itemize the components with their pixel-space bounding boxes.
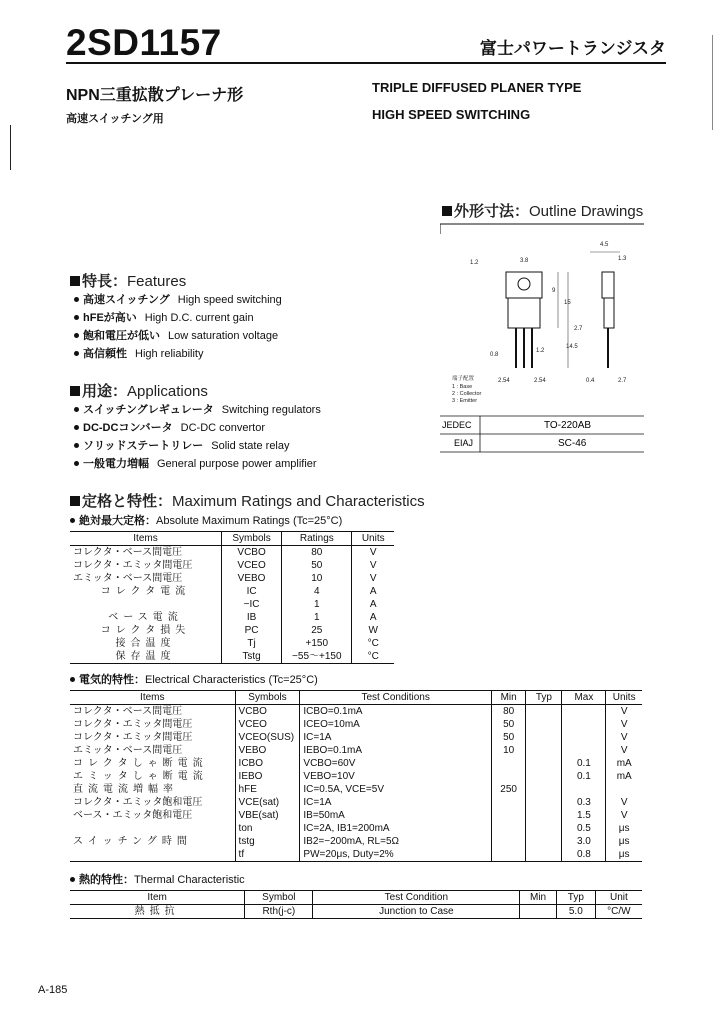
pin-title: 端子配置 xyxy=(452,376,475,382)
pin-label: 1 : Base xyxy=(452,384,473,390)
table-row: 直流電流増幅率 hFE IC=0.5A, VCE=5V 250 xyxy=(70,783,642,796)
dim-label: 1.2 xyxy=(536,348,545,354)
thermal-table xyxy=(70,890,642,919)
electrical-table xyxy=(70,690,642,862)
page-number: A-185 xyxy=(38,984,68,996)
column-header: Units xyxy=(606,691,642,705)
column-header: Symbol xyxy=(245,891,313,905)
table-header-row xyxy=(70,691,642,705)
list-item: DC-DCコンバータ DC-DC convertor xyxy=(74,419,321,437)
bullet-icon xyxy=(74,425,79,430)
bullet-icon xyxy=(70,677,75,682)
dim-label: 2.54 xyxy=(498,378,510,384)
bullet-icon xyxy=(74,351,79,356)
subtitle-jp2: 高速スイッチング用 xyxy=(66,113,164,125)
dim-label: 9 xyxy=(552,288,556,294)
table-row: ton IC=2A, IB1=200mA 0.5 μs xyxy=(70,822,642,835)
table-row: エミッタしゃ断電流 IEBO VEBO=10V 0.1 mA xyxy=(70,770,642,783)
dim-label: 1.3 xyxy=(618,256,627,262)
dim-label: 15 xyxy=(564,300,571,306)
list-item: 飽和電圧が低い Low saturation voltage xyxy=(74,327,282,345)
table-row: ベース電流 IB 1 A xyxy=(70,611,394,624)
bullet-icon xyxy=(74,461,79,466)
list-item: hFEが高い High D.C. current gain xyxy=(74,309,282,327)
table-row: コレクタ・エミッタ間電圧 VCEO(SUS) IC=1A 50 V xyxy=(70,731,642,744)
eiaj-value: SC-46 xyxy=(558,438,587,449)
list-item: 高速スイッチング High speed switching xyxy=(74,291,282,309)
outline-heading: 外形寸法：Outline Drawings xyxy=(442,200,643,221)
bullet-icon xyxy=(70,518,75,523)
dim-label: 4.5 xyxy=(600,242,609,248)
bullet-icon xyxy=(74,315,79,320)
dim-label: 0.4 xyxy=(586,378,595,384)
column-header: Item xyxy=(70,891,245,905)
maker-line: 富士パワートランジスタ xyxy=(479,39,666,58)
dim-label: 3.8 xyxy=(520,258,529,264)
bullet-icon xyxy=(74,333,79,338)
table-row: コレクタしゃ断電流 ICBO VCBO=60V 0.1 mA xyxy=(70,757,642,770)
column-header: Symbols xyxy=(235,691,300,705)
dim-label: 2.7 xyxy=(618,378,627,384)
thermal-title: 熱的特性：Thermal Characteristic xyxy=(70,871,245,889)
column-header: Typ xyxy=(556,891,595,905)
subtitle-en1: TRIPLE DIFFUSED PLANER TYPE xyxy=(372,80,582,95)
table-row: −IC 1 A xyxy=(70,598,394,611)
square-bullet-icon xyxy=(442,206,452,216)
outline-drawing xyxy=(440,222,644,454)
table-row: エミッタ・ベース間電圧 VEBO IEBO=0.1mA 10 V xyxy=(70,744,642,757)
table-row: コレクタ・ベース間電圧 VCBO ICBO=0.1mA 80 V xyxy=(70,705,642,719)
applications-heading: 用途：Applications xyxy=(70,380,208,401)
jedec-value: TO-220AB xyxy=(544,420,592,431)
column-header: Ratings xyxy=(282,532,352,546)
bullet-icon xyxy=(74,407,79,412)
abs-max-table xyxy=(70,531,394,664)
abs-max-title: 絶対最大定格：Absolute Maximum Ratings (Tc=25°C) xyxy=(70,512,342,530)
table-row: 接合温度 Tj +150 °C xyxy=(70,637,394,650)
square-bullet-icon xyxy=(70,496,80,506)
ratings-heading: 定格と特性：Maximum Ratings and Characteristics xyxy=(70,490,425,511)
column-header: Test Condition xyxy=(313,891,520,905)
table-row: コレクタ損失 PC 25 W xyxy=(70,624,394,637)
dim-label: 0.8 xyxy=(490,352,499,358)
column-header: Items xyxy=(70,532,222,546)
table-row: 熱抵抗 Rth(j-c) Junction to Case 5.0 °C/W xyxy=(70,905,642,919)
square-bullet-icon xyxy=(70,386,80,396)
applications-list xyxy=(74,401,321,473)
subtitle-en2: HIGH SPEED SWITCHING xyxy=(372,107,531,122)
dim-label: 2.54 xyxy=(534,378,546,384)
dim-label: 14.5 xyxy=(566,344,578,350)
list-item: スイッチングレギュレータ Switching regulators xyxy=(74,401,321,419)
table-header-row xyxy=(70,532,394,546)
column-header: Min xyxy=(520,891,557,905)
table-row: コレクタ・ベース間電圧 VCBO 80 V xyxy=(70,546,394,560)
table-row: スイッチング時間 tstg IB2=−200mA, RL=5Ω 3.0 μs xyxy=(70,835,642,848)
table-row: tf PW=20μs, Duty=2% 0.8 μs xyxy=(70,848,642,862)
scan-margin-line-right xyxy=(712,35,713,130)
table-row: コレクタ電流 IC 4 A xyxy=(70,585,394,598)
table-row: コレクタ・エミッタ間電圧 VCEO ICEO=10mA 50 V xyxy=(70,718,642,731)
bullet-icon xyxy=(70,877,75,882)
table-row: コレクタ・エミッタ間電圧 VCEO 50 V xyxy=(70,559,394,572)
part-number: 2SD1157 xyxy=(66,22,222,63)
column-header: Max xyxy=(562,691,606,705)
column-header: Items xyxy=(70,691,235,705)
list-item: 高信頼性 High reliability xyxy=(74,345,282,363)
header-rule xyxy=(66,62,666,64)
table-row: コレクタ・エミッタ飽和電圧 VCE(sat) IC=1A 0.3 V xyxy=(70,796,642,809)
features-list xyxy=(74,291,282,363)
list-item: ソリッドステートリレー Solid state relay xyxy=(74,437,321,455)
square-bullet-icon xyxy=(70,276,80,286)
table-row: エミッタ・ベース間電圧 VEBO 10 V xyxy=(70,572,394,585)
bullet-icon xyxy=(74,297,79,302)
subtitle-jp: NPN三重拡散プレーナ形 xyxy=(66,87,244,104)
column-header: Typ xyxy=(526,691,562,705)
eiaj-label: EIAJ xyxy=(454,438,474,448)
table-header-row xyxy=(70,891,642,905)
jedec-label: JEDEC xyxy=(442,420,472,430)
column-header: Units xyxy=(352,532,394,546)
column-header: Test Conditions xyxy=(300,691,492,705)
column-header: Symbols xyxy=(222,532,282,546)
dim-label: 1.2 xyxy=(470,260,479,266)
dim-label: 2.7 xyxy=(574,326,583,332)
pin-label: 3 : Emitter xyxy=(452,398,478,404)
pin-label: 2 : Collector xyxy=(452,391,482,397)
bullet-icon xyxy=(74,443,79,448)
scan-margin-line xyxy=(10,125,11,170)
features-heading: 特長：Features xyxy=(70,270,186,291)
column-header: Min xyxy=(491,691,525,705)
electrical-title: 電気的特性：Electrical Characteristics (Tc=25°C) xyxy=(70,671,318,689)
table-row: 保存温度 Tstg −55～+150 °C xyxy=(70,650,394,664)
column-header: Unit xyxy=(595,891,642,905)
list-item: 一般電力増幅 General purpose power amplifier xyxy=(74,455,321,473)
table-row: ベース・エミッタ飽和電圧 VBE(sat) IB=50mA 1.5 V xyxy=(70,809,642,822)
